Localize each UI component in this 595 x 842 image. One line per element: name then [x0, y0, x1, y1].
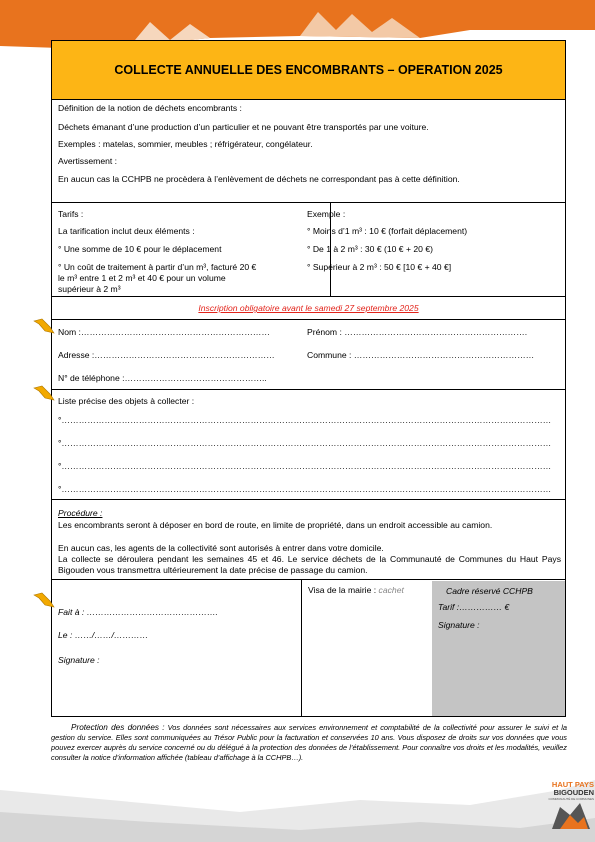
objets-line-3[interactable]: °………………………………………………………………………………………………………………………………………………………: [58, 461, 552, 471]
exemple-line1: ° Moins d’1 m³ : 10 € (forfait déplacement): [307, 226, 468, 236]
exemple-line2: ° De 1 à 2 m³ : 30 € (10 € + 20 €): [307, 244, 433, 254]
signature-field[interactable]: Signature :: [58, 655, 100, 665]
arrow-icon: [33, 591, 55, 611]
tarifs-intro: La tarification inclut deux éléments :: [58, 226, 195, 236]
exemple-line3: ° Supérieur à 2 m³ : 50 € [10 € + 40 €]: [307, 262, 452, 272]
warning-heading: Avertissement :: [58, 156, 118, 166]
inscription-notice: Inscription obligatoire avant le samedi 27 septembre 2025: [198, 303, 419, 313]
reserved-signature: Signature :: [438, 620, 480, 630]
data-protection-label: Protection des données :: [71, 723, 165, 732]
objets-line-4[interactable]: °………………………………………………………………………………………………………………………………………………………: [58, 484, 552, 494]
telephone-field[interactable]: N° de téléphone :…………………………………………..: [58, 373, 267, 383]
procedure-paragraph-3: La collecte se déroulera pendant les semaines 45 et 46. Le service déchets de la Communauté de Communes du Haut Pays Bigouden vous transmettra ultérieurement la date précise de passage du camion.: [58, 554, 561, 575]
divider: [52, 296, 565, 297]
arrow-icon: [33, 384, 55, 404]
arrow-icon: [33, 317, 55, 337]
fait-a-field[interactable]: Fait à : ……………………………………….: [58, 607, 218, 617]
divider: [52, 319, 565, 320]
page-title: COLLECTE ANNUELLE DES ENCOMBRANTS – OPERATION 2025: [52, 41, 565, 100]
tarifs-heading: Tarifs :: [58, 209, 84, 219]
visa-label: Visa de la mairie :: [308, 585, 377, 595]
logo: [546, 781, 594, 837]
commune-field[interactable]: Commune : ………………………………………………………: [307, 350, 535, 360]
visa-mairie-label: [308, 585, 404, 596]
divider: [52, 579, 565, 580]
nom-field[interactable]: Nom :…………………………………………………………: [58, 327, 270, 337]
exemple-heading: Exemple :: [307, 209, 346, 219]
data-protection-notice: [51, 723, 567, 763]
tarifs-item2-line3: supérieur à 2 m³: [58, 284, 121, 294]
procedure-heading: Procédure :: [58, 508, 103, 518]
definition-heading: Définition de la notion de déchets encombrants :: [58, 103, 242, 113]
reserved-box: [432, 581, 565, 716]
logo-line2: BIGOUDEN: [553, 788, 594, 797]
data-protection-text: Vos données sont nécessaires aux services environnement et comptabilité de la collectivité pour assurer le suivi et la gestion du service. Elles sont communiquées au Trésor Public pour la facturation et conservées 10 ans. Vous disposez de droits sur vos données que vous pouvez exercer auprès du service concerné ou du délégué à la protection des données de l’établissement. Pour connaître vos droits et les modalités, veuillez consulter la notice d’information affichée (tableau d’affichage à la CCHPB…).: [51, 723, 567, 762]
date-field[interactable]: Le : ……/……/…………: [58, 630, 149, 640]
definition-examples: Exemples : matelas, sommier, meubles ; réfrigérateur, congélateur.: [58, 139, 313, 149]
objets-line-1[interactable]: °………………………………………………………………………………………………………………………………………………………: [58, 415, 552, 425]
adresse-field[interactable]: Adresse :………………………………………………………: [58, 350, 275, 360]
reserved-heading: Cadre réservé CCHPB: [446, 586, 533, 596]
form-frame: [51, 40, 566, 717]
procedure-paragraph-1: Les encombrants seront à déposer en bord de route, en limite de propriété, dans un endroit accessible au camion.: [58, 520, 493, 530]
tarifs-item1: ° Une somme de 10 € pour le déplacement: [58, 244, 222, 254]
column-divider: [301, 579, 302, 716]
definition-text: Déchets émanant d’une production d’un particulier et ne pouvant être transportés par une voiture.: [58, 122, 429, 132]
divider: [52, 389, 565, 390]
objets-line-2[interactable]: °………………………………………………………………………………………………………………………………………………………: [58, 438, 552, 448]
prenom-field[interactable]: Prénom : ……………………………………………………….: [307, 327, 528, 337]
divider: [52, 202, 565, 203]
reserved-tarif: Tarif :…………… €: [438, 602, 510, 612]
objets-heading: Liste précise des objets à collecter :: [58, 396, 195, 406]
tarifs-item2-line1: ° Un coût de traitement à partir d’un m³, facturé 20 €: [58, 262, 257, 272]
divider: [52, 499, 565, 500]
warning-text: En aucun cas la CCHPB ne procèdera à l’enlèvement de déchets ne correspondant pas à cette définition.: [58, 174, 460, 184]
tarifs-item2-line2: le m³ entre 1 et 2 m³ et 40 € pour un volume: [58, 273, 226, 283]
logo-line3: COMMUNAUTÉ DE COMMUNES: [548, 797, 594, 801]
cachet-label: cachet: [378, 585, 404, 595]
logo-line1: HAUT PAYS: [551, 780, 594, 789]
procedure-paragraph-2: En aucun cas, les agents de la collectivité sont autorisés à entrer dans votre domicile.: [58, 543, 384, 553]
logo-mark-icon: [546, 801, 594, 831]
